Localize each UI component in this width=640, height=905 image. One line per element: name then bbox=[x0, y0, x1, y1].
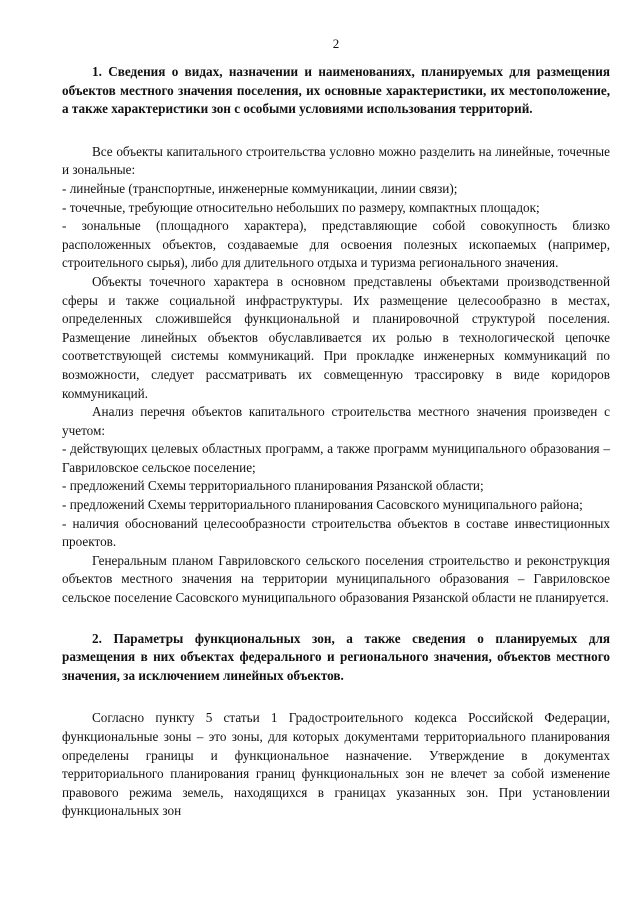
section-1-list-item: - линейные (транспортные, инженерные коммуникации, линии связи); bbox=[62, 180, 458, 196]
page-number: 2 bbox=[332, 36, 340, 51]
section-1-list-item: - точечные, требующие относительно небольших по размеру, компактных площадок; bbox=[62, 199, 540, 215]
section-1-list-item: - наличия обоснований целесообразности строительства объектов в составе инвестиционных проектов. bbox=[62, 515, 610, 550]
section-1-list-item: - действующих целевых областных программ, а также программ муниципального образования – Гавриловское сельское поселение; bbox=[62, 441, 610, 475]
section-1-paragraph: Генеральным планом Гавриловского сельского поселения строительство и реконструкция объектов местного значения на территории муниципального образования – Гавриловское сельское поселение Сасовского муниципального образования Рязанской области не планируется. bbox=[62, 552, 610, 606]
section-1-paragraph: Анализ перечня объектов капитального строительства местного значения произведен с учетом: bbox=[62, 404, 610, 438]
section-1-list-item: - предложений Схемы территориального планирования Рязанской области; bbox=[62, 478, 484, 494]
section-1-list-item: - зональные (площадного характера), представляющие собой совокупность близко расположенных объектов, создаваемые для освоения полезных ископаемых (например, строительного сырья), либо для длительного отдыха и туризма регионального значения. bbox=[62, 218, 610, 271]
document-body bbox=[62, 63, 610, 821]
spacer bbox=[62, 685, 610, 709]
spacer bbox=[62, 608, 610, 630]
section-1-heading: 1. Сведения о видах, назначении и наименованиях, планируемых для размещения объектов местного значения поселения, их основные характеристики, их местоположение, а также характеристики зон с особыми условиями использования территорий. bbox=[62, 64, 610, 117]
spacer bbox=[62, 119, 610, 143]
section-2-paragraph: Согласно пункту 5 статьи 1 Градостроительного кодекса Российской Федерации, функциональные зоны – это зоны, для которых документами территориального планирования определены границы и функциональное назначение. Утверждение в документах территориального планирования границ функциональных зон не влечет за собой изменение правового режима земель, находящихся в границах указанных зон. При установлении функциональных зон bbox=[62, 710, 610, 819]
section-1-paragraph: Все объекты капитального строительства условно можно разделить на линейные, точечные и зональные: bbox=[62, 143, 610, 178]
section-2-heading: 2. Параметры функциональных зон, а также сведения о планируемых для размещения в них объектах федерального и регионального значения, объектов местного значения, за исключением линейных объектов. bbox=[62, 630, 610, 683]
section-1-list-item: - предложений Схемы территориального планирования Сасовского муниципального района; bbox=[62, 497, 583, 513]
section-1-paragraph: Объекты точечного характера в основном представлены объектами производственной сферы и также социальной инфраструктуры. Их размещение целесообразно в местах, определенных сложившейся функциональной и планировочной структурой поселения. Размещение линейных объектов обуславливается их ролью в технологической цепочке соответствующей системы коммуникаций. При прокладке инженерных коммуникаций по возможности, следует рассматривать их совмещенную трассировку в виде коридоров коммуникаций. bbox=[62, 273, 610, 401]
